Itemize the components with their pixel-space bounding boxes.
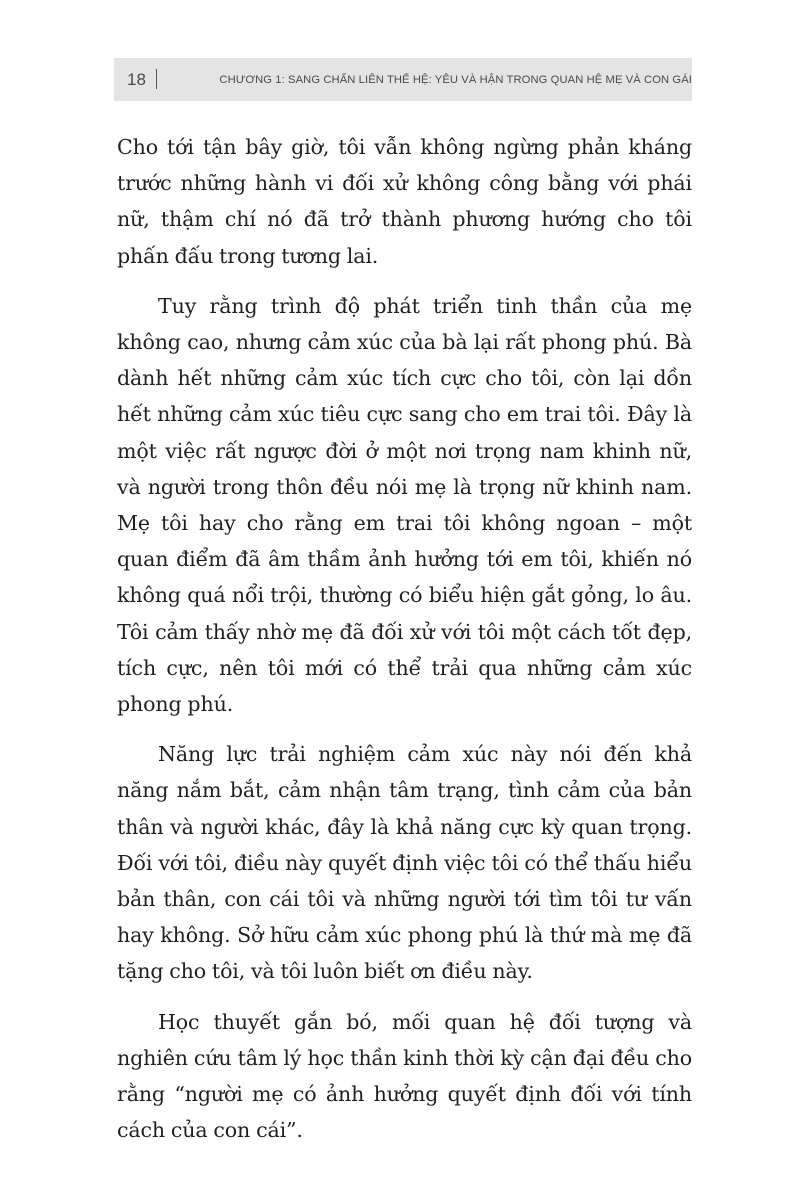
- paragraph-4: Học thuyết gắn bó, mối quan hệ đối tượng và nghiên cứu tâm lý học thần kinh thời kỳ cận đại đều cho rằng “người mẹ có ảnh hưởng quyết định đối với tính cách của con cái”.: [117, 1009, 692, 1143]
- paragraph-2: Tuy rằng trình độ phát triển tinh thần của mẹ không cao, nhưng cảm xúc của bà lại rất phong phú. Bà dành hết những cảm xúc tích cực cho tôi, còn lại dồn hết những cảm xúc tiêu cực sang cho em trai tôi. Đây là một việc rất ngược đời ở một nơi trọng nam khinh nữ, và người trong thôn đều nói mẹ là trọng nữ khinh nam. Mẹ tôi hay cho rằng em trai tôi không ngoan – một quan điểm đã âm thầm ảnh hưởng tới em tôi, khiến nó không quá nổi trội, thường có biểu hiện gắt gỏng, lo âu. Tôi cảm thấy nhờ mẹ đã đối xử với tôi một cách tốt đẹp, tích cực, nên tôi mới có thể trải qua những cảm xúc phong phú.: [117, 293, 692, 717]
- paragraph-1: Cho tới tận bây giờ, tôi vẫn không ngừng phản kháng trước những hành vi đối xử không công bằng với phái nữ, thậm chí nó đã trở thành phương hướng cho tôi phấn đấu trong tương lai.: [117, 135, 692, 268]
- paragraph-3: Năng lực trải nghiệm cảm xúc này nói đến khả năng nắm bắt, cảm nhận tâm trạng, tình cảm của bản thân và người khác, đây là khả năng cực kỳ quan trọng. Đối với tôi, điều này quyết định việc tôi có thể thấu hiểu bản thân, con cái tôi và những người tới tìm tôi tư vấn hay không. Sở hữu cảm xúc phong phú là thứ mà mẹ đã tặng cho tôi, và tôi luôn biết ơn điều này.: [117, 742, 692, 984]
- page-number: 18: [127, 70, 146, 89]
- header-divider: [156, 69, 157, 89]
- page-body: [117, 129, 692, 1162]
- chapter-running-head: CHƯƠNG 1: SANG CHẤN LIÊN THẾ HỆ: YÊU VÀ HẬN TRONG QUAN HỆ MẸ VÀ CON GÁI: [219, 74, 692, 86]
